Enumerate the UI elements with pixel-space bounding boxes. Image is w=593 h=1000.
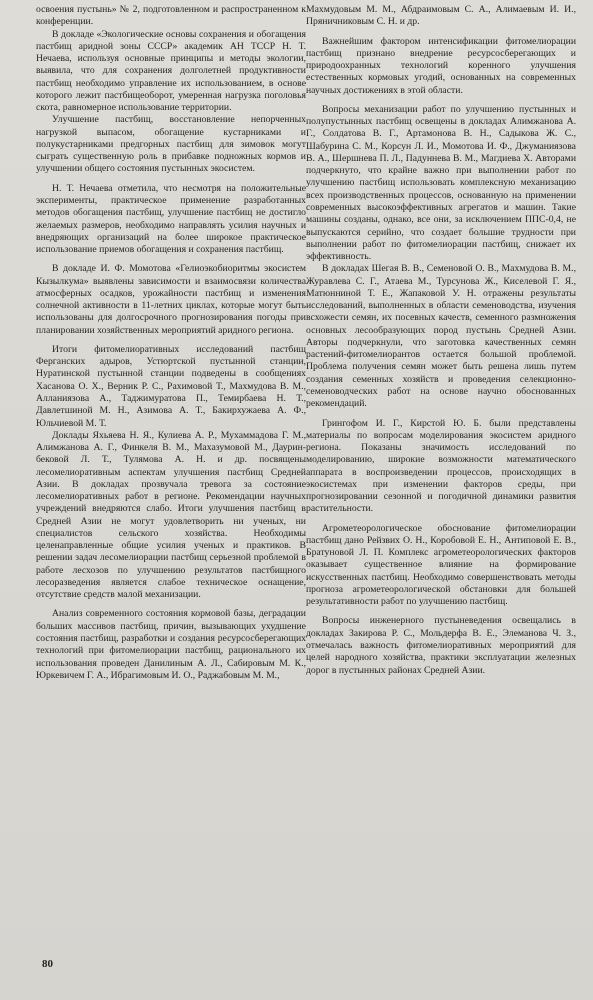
left-text-column — [36, 4, 306, 682]
paragraph: В докладе «Экологические основы сохранения и обогащения пастбищ аридной зоны СССР» академик АН ТССР Н. Т. Нечаева, используя основные принципы и методы экологии, выявила, что для сохранения долголетней продуктивности пастбищ необходимо управление их использованием, в основе которого лежит пастбищеоборот, умеренная нагрузка поголовья скота, равномерное использование территории. — [36, 28, 306, 114]
paragraph: Улучшение пастбищ, восстановление непорченных нагрузкой выпасом, обогащение кустарниками и полукустарниками предгорных пастбищ для зимовок могут сыграть существенную роль в прибавке подножных кормов и улучшении общего состояния пустынных экосистем. — [36, 114, 306, 175]
paragraph: Доклады Яхьяева Н. Я., Кулиева А. Р., Мухаммадова Г. М., Алимжанова А. Г., Финкеля В. М., Махазумовой М., Даурин-бековой Л. Т., Тулямова А. Н. и др. посвящены лесомелиоративным аспектам улучшения пастбищ Средней Азии. В докладах прозвучала тревога за состояние лесомелиоративных работ в регионе. Рекомендации научных учреждений внедряются слабо. Итоги улучшения пастбищ в Средней Азии не могут удовлетворить ни ученых, ни специалистов сельского хозяйства. Необходимы целенаправленные общие усилия ученых и практиков. В решении задач лесомелиорации пастбищ серьезной проблемой в работе лесхозов по улучшению результатов пастбищного лесоразведения является слабое техническое оснащение, отсутствие средств малой механизации. — [36, 429, 306, 601]
paragraph: Анализ современного состояния кормовой базы, деградации больших массивов пастбищ, причин, вызывающих ухудшение состояния пастбищ, разработки и создания ресурсосберегающих технологий при фитомелиорации пастбищ, рационального их использования проведен Данилиным А. Л., Сабировым М. К., Юркевичем Г. А., Ибрагимовым И. О., Раджабовым М. М., — [36, 608, 306, 681]
paragraph: Н. Т. Нечаева отметила, что несмотря на положительные эксперименты, практическое применение разработанных методов обогащения пастбищ, улучшение пастбищ не достигло желаемых размеров, необходимо направлять усилия научных и внедряющих организаций на более широкое практическое использование приемов обогащения и сохранения пастбищ. — [36, 182, 306, 256]
paragraph: Вопросы инженерного пустыневедения освещались в докладах Закирова Р. С., Мольдерфа В. Е., Элеманова Ч. З., отмечалась важность фитомелиоративных мероприятий для целей народного хозяйства, практики эксплуатации железных дорог в пустынных районах Средней Азии. — [306, 615, 576, 676]
paragraph: Агрометеорологическое обоснование фитомелиорации пастбищ дано Рейзвих О. Н., Коробовой Е. Н., Антиповой Е. В., Братуновой Л. П. Комплекс агрометеорологических факторов оказывает существенное влияние на формирование искусственных пастбищ. Необходимо совершенствовать методы прогноза агрометеорологической обстановки для большей результативности работ по улучшению пастбищ. — [306, 522, 576, 608]
paragraph: Грингофом И. Г., Кирстой Ю. Б. были представлены материалы по вопросам моделирования экосистем аридного региона. Показаны значимость исследований по моделированию, широкие возможности математического аппарата в воспроизведении процессов, происходящих в экосистемах при изменении факторов среды, при прогнозировании сезонной и погодичной динамики развития растительности. — [306, 417, 576, 515]
paragraph: Итоги фитомелиоративных исследований пастбищ Ферганских адыров, Устюртской пустынной станции, Нуратинской пустынной станции подведены в сообщениях Хасанова О. Х., Верник Р. С., Рахимовой Т., Махмудова В. М., Алланиязова А., Таджимуратова П., Темирбаева Н. Т., Давлетшиной М. Н., Азимова А. Т., Бакирхужаева А. Ф., Юльчиевой М. Т. — [36, 343, 306, 429]
paragraph: Махмудовым М. М., Абдраимовым С. А., Алимаевым И. И., Пряничниковым С. Н. и др. — [306, 4, 576, 28]
paragraph: Важнейшим фактором интенсификации фитомелиорации пастбищ признано внедрение ресурсосберегающих и природоохранных технологий коренного улучшения естественных кормовых угодий, основанных на современных научных достижениях в этой области. — [306, 35, 576, 96]
paragraph: освоения пустынь» № 2, подготовленном и распространенном к конференции. — [36, 4, 306, 28]
right-text-column — [306, 4, 576, 677]
paragraph: Вопросы механизации работ по улучшению пустынных и полупустынных пастбищ освещены в докладах Алимжанова А. Г., Солдатова В. Г., Артамонова В. Н., Садыкова Ж. С., Шабурина С. М., Корсун Л. И., Момотова И. Ф., Джуманиязова В. А., Шершнева П. Л., Падуннева В. М., Магдиева Х. Авторами подчеркнуто, что крайне важно при выполнении работ по улучшению пастбищ использовать комплексную механизацию всех производственных процессов, основанную на применении современных высокоэффективных агрегатов и машин. Такие машины созданы, однако, все они, за исключением ППС-0,4, не выпускаются серийно, что создает большие трудности при выполнении работ по фитомелиорации пастбищ, снижает их эффективность. — [306, 103, 576, 263]
paragraph: В докладах Шегая В. В., Семеновой О. В., Махмудова В. М., Журавлева С. Г., Атаева М., Турсунова Ж., Киселевой Г. Я., Матюнниной Т. Е., Жапаковой У. Н. отражены результаты исследований, выполненных в области семеноводства, изучения всхожести семян, их посевных качеств, семенного размножения основных лесообразующих пород пустынь Средней Азии. Авторы подчеркнули, что заготовка качественных семян растений-фитомелиорантов остается большой проблемой. Проблема получения семян может быть решена лишь путем создания семенных хозяйств и проведения селекционно-семеноводческих работ на основе научно обоснованных рекомендаций. — [306, 263, 576, 410]
paragraph: В докладе И. Ф. Момотова «Гелиоэкобиоритмы экосистем Кызылкума» выявлены зависимости и взаимосвязи количества атмосферных осадков, урожайности пастбищ и изменения солнечной активности в 11-летних циклах, которые могут быть использованы для долгосрочного прогнозирования погоды при планировании хозяйственных мероприятий аридного региона. — [36, 263, 306, 336]
page-number: 80 — [42, 958, 53, 970]
